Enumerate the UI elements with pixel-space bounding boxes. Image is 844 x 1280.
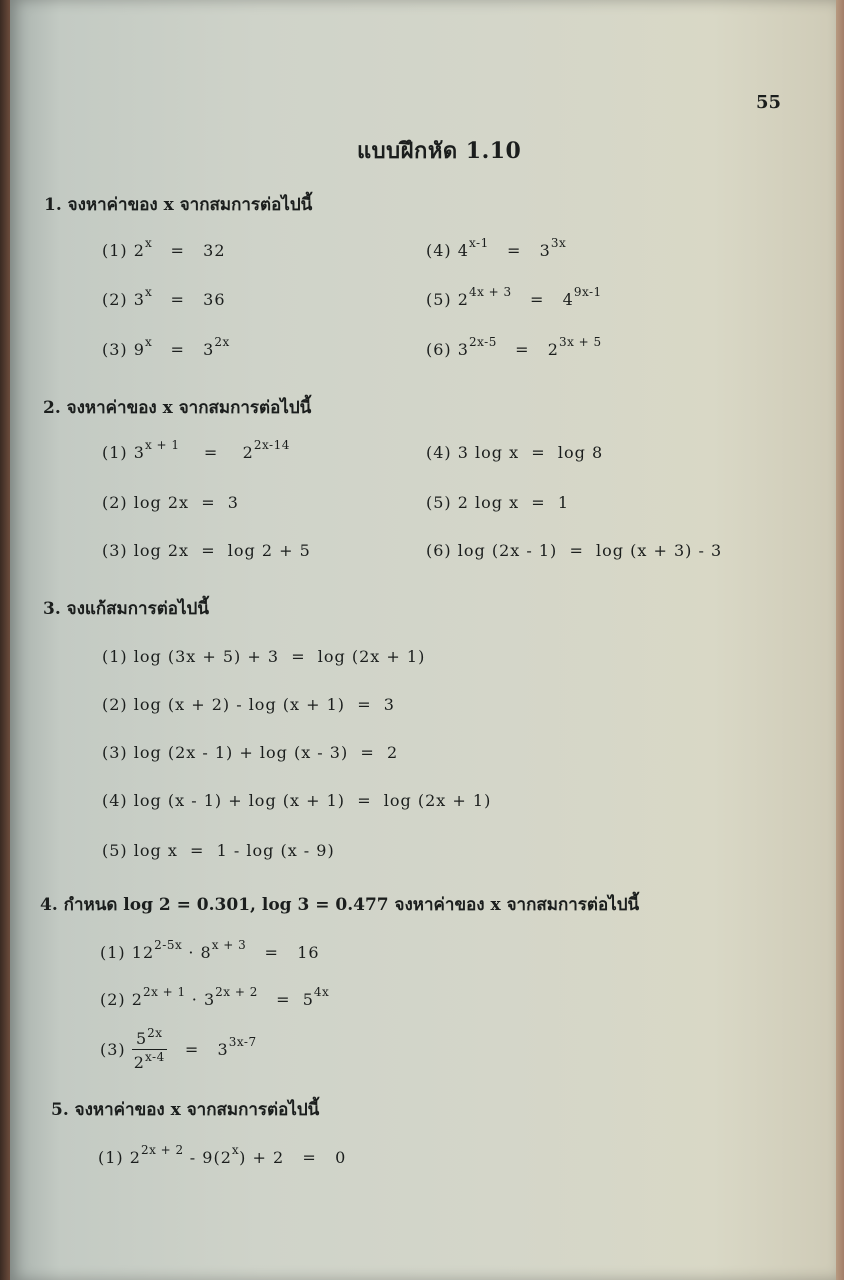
q4-item-2: (2) $2^{2x + 1} \cdot 3^{2x + 2}$ = $5^{4x}$ xyxy=(100,985,330,1009)
question-4-heading: 4. กำหนด log 2 = 0.301, log 3 = 0.477 จงหาค่าของ x จากสมการต่อไปนี้ xyxy=(40,895,640,915)
page-right-edge xyxy=(836,0,844,1280)
page-title: แบบฝึกหัด 1.10 xyxy=(357,138,522,164)
book-page xyxy=(10,0,836,1280)
q2-item-5: (5) 2 log x = 1 xyxy=(426,493,570,512)
q1-item-3: (3) 9$^x$ = $3^{2x}$ xyxy=(102,335,230,359)
question-1-heading: 1. จงหาค่าของ x จากสมการต่อไปนี้ xyxy=(44,195,313,215)
q1-item-1: (1) 2$^x$ = 32 xyxy=(102,236,226,260)
q2-item-6: (6) log (2x - 1) = log (x + 3) - 3 xyxy=(426,541,723,560)
q3-item-1: (1) log (3x + 5) + 3 = log (2x + 1) xyxy=(102,647,426,666)
question-2-heading: 2. จงหาค่าของ x จากสมการต่อไปนี้ xyxy=(43,398,312,418)
q2-item-2: (2) log 2x = 3 xyxy=(102,493,239,512)
q1-item-5: (5) $2^{4x + 3}$ = $4^{9x-1}$ xyxy=(426,285,602,309)
q4-item-3: (3) $\frac{5^{2x}}{2^{x-4}}$ = $3^{3x-7}$ xyxy=(100,1026,257,1072)
q1-item-4: (4) 4$^{x-1}$ = $3^{3x}$ xyxy=(426,236,567,260)
book-spine-edge xyxy=(0,0,10,1280)
q3-item-3: (3) log (2x - 1) + log (x - 3) = 2 xyxy=(102,743,399,762)
q3-item-2: (2) log (x + 2) - log (x + 1) = 3 xyxy=(102,695,395,714)
question-3-heading: 3. จงแก้สมการต่อไปนี้ xyxy=(43,599,209,619)
q5-item-1: (1) $2^{2x + 2} - 9(2^x) + 2$ = 0 xyxy=(98,1143,347,1167)
q2-item-1: (1) $3^{x + 1}$ = $2^{2x-14}$ xyxy=(102,438,290,462)
q4-item-1: (1) $12^{2-5x} \cdot 8^{x + 3}$ = 16 xyxy=(100,938,320,962)
q2-item-4: (4) 3 log x = log 8 xyxy=(426,443,604,462)
page-number: 55 xyxy=(756,92,782,113)
q3-item-5: (5) log x = 1 - log (x - 9) xyxy=(102,841,335,860)
fraction: $\frac{5^{2x}}{2^{x-4}}$ xyxy=(133,1026,165,1072)
q3-item-4: (4) log (x - 1) + log (x + 1) = log (2x + 1) xyxy=(102,791,492,810)
q2-item-3: (3) log 2x = log 2 + 5 xyxy=(102,541,311,560)
question-5-heading: 5. จงหาค่าของ x จากสมการต่อไปนี้ xyxy=(51,1100,320,1120)
q1-item-6: (6) $3^{2x-5}$ = $2^{3x + 5}$ xyxy=(426,335,602,359)
q1-item-2: (2) 3$^x$ = 36 xyxy=(102,285,226,309)
